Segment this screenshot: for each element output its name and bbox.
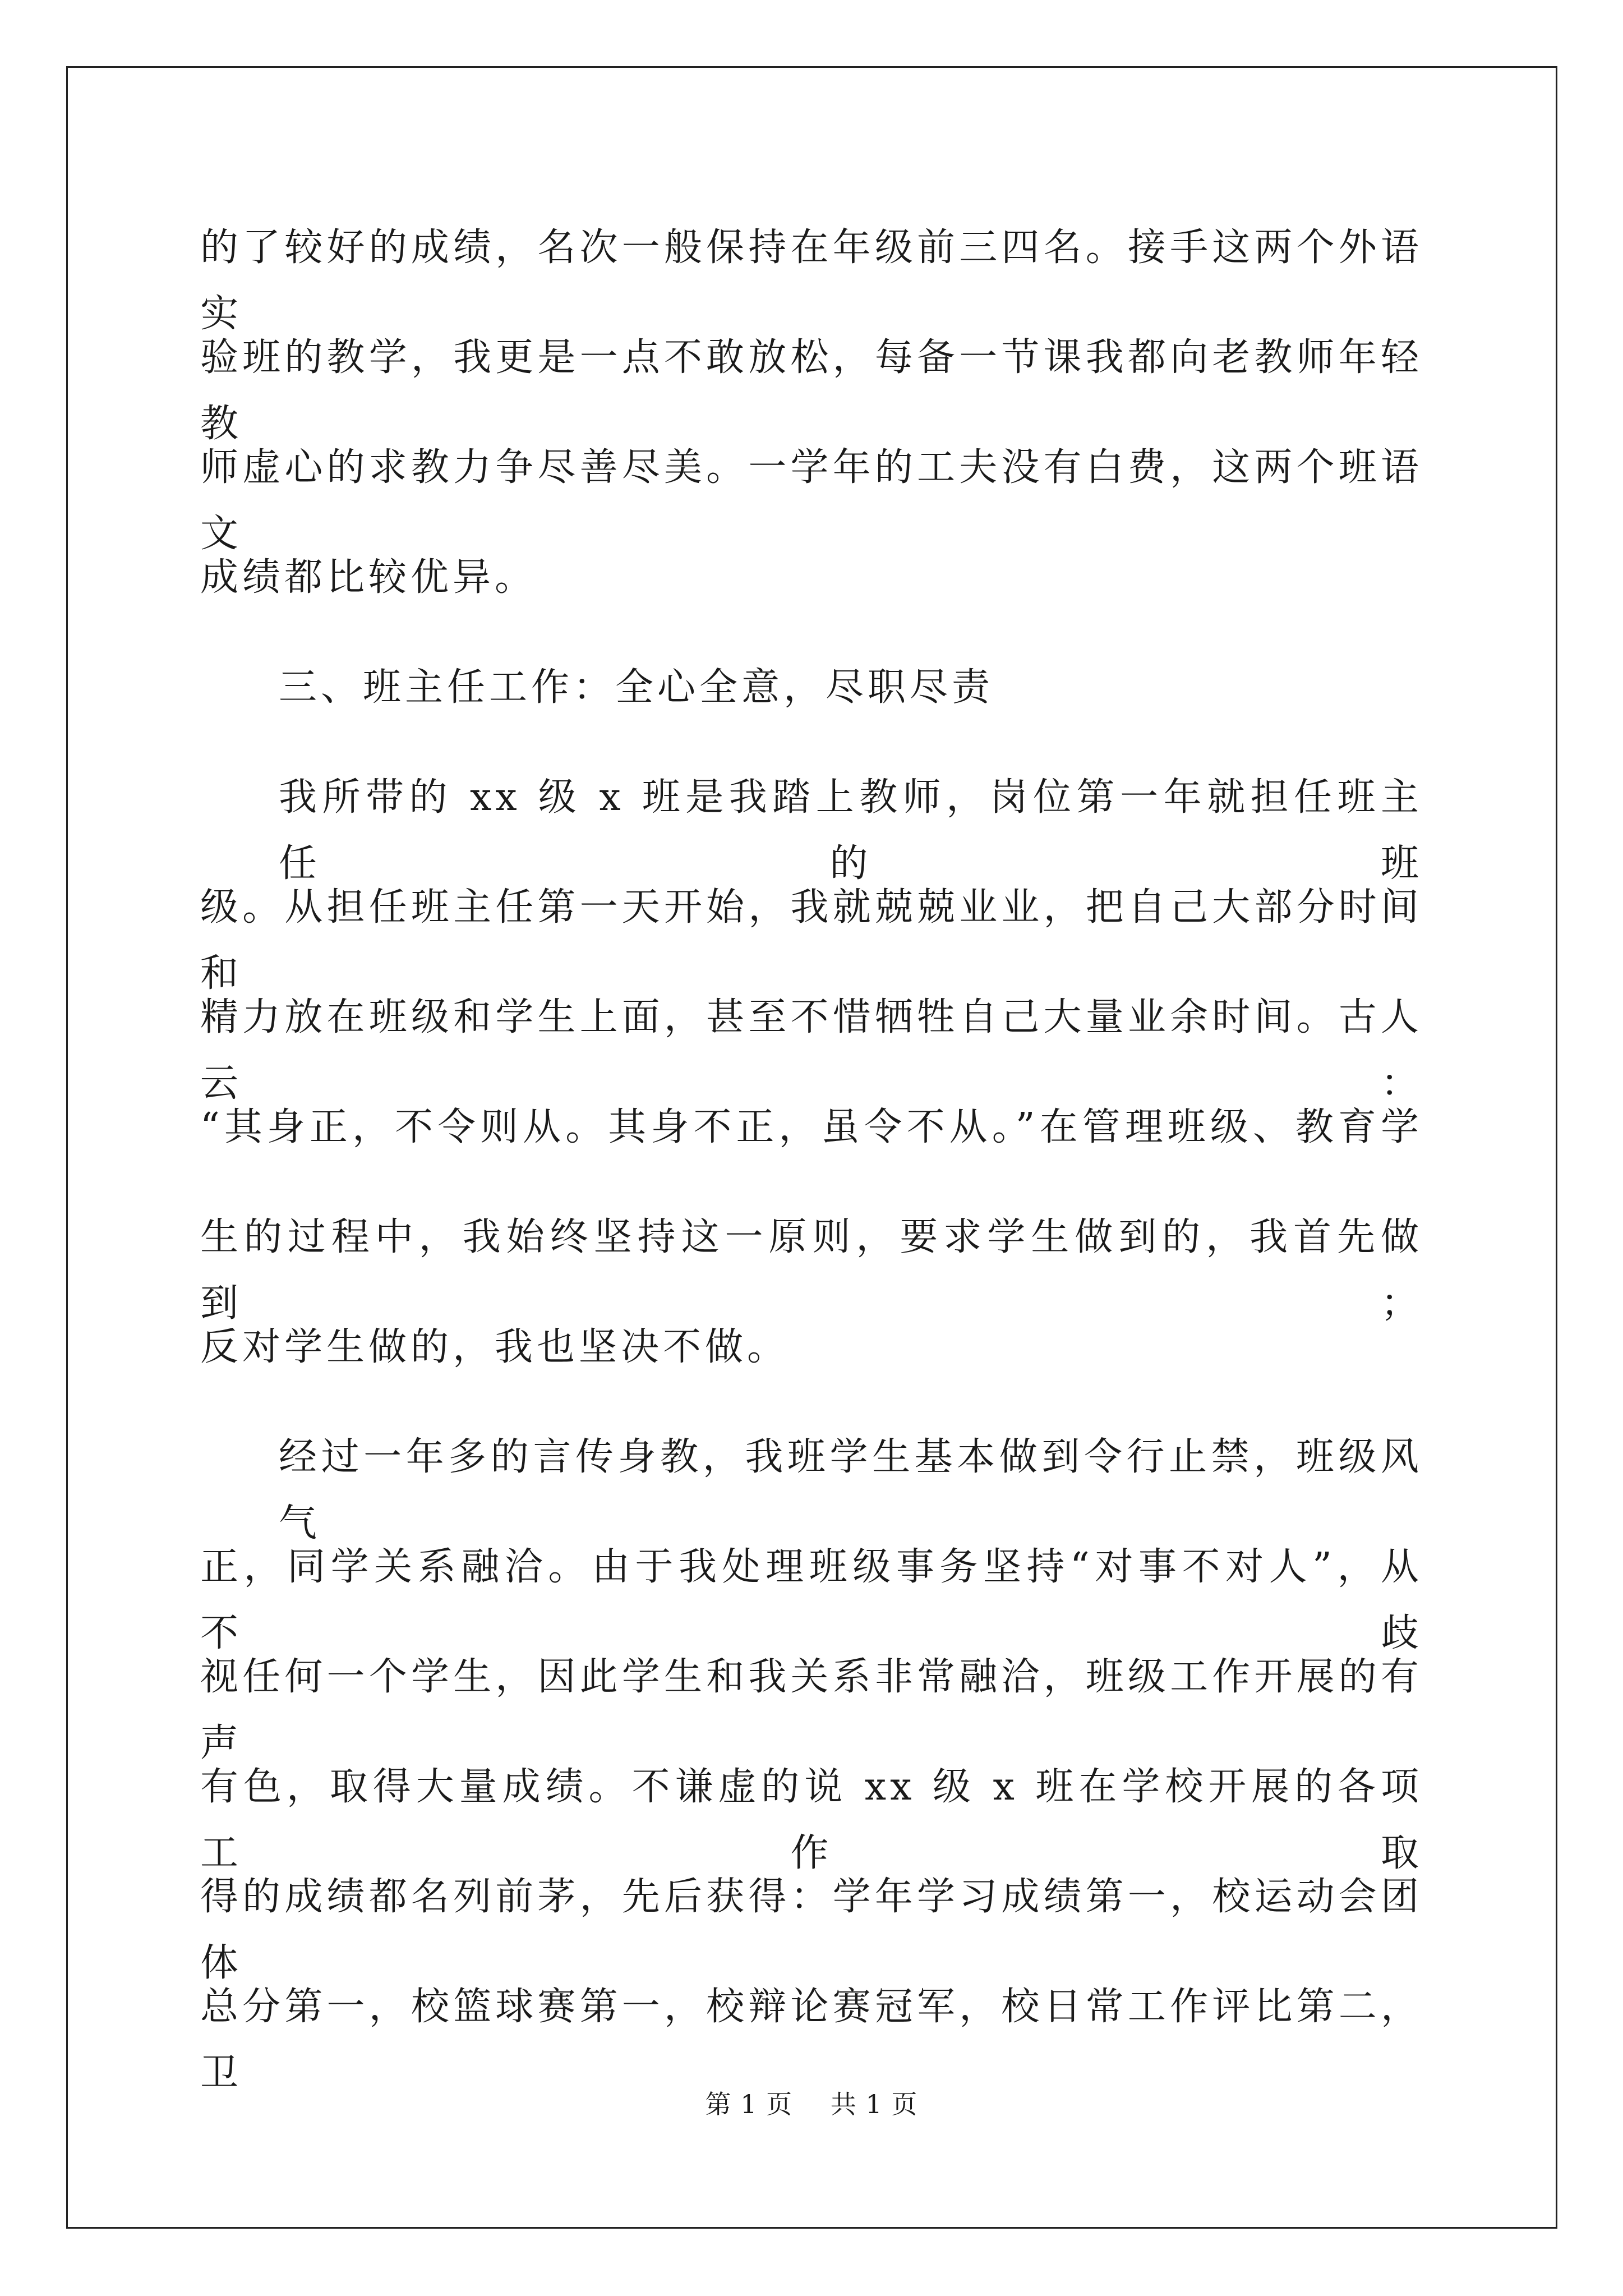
text-line: “其身正，不令则从。其身不正，虽令不从。”在管理班级、教育学 [200, 1105, 1423, 1149]
text-line: 经过一年多的言传身教，我班学生基本做到令行止禁，班级风气 [279, 1435, 1423, 1545]
text-line: 我所带的 xx 级 x 班是我踏上教师，岗位第一年就担任班主任的班 [279, 775, 1423, 886]
text-line: 反对学生做的，我也坚决不做。 [200, 1325, 790, 1369]
document-body [200, 215, 1423, 2095]
text-line: 成绩都比较优异。 [200, 555, 537, 600]
section-heading: 三、班主任工作：全心全意，尽职尽责 [279, 665, 994, 710]
text-line: 生的过程中，我始终坚持这一原则，要求学生做到的，我首先做到； [200, 1215, 1423, 1326]
text-line: 有色，取得大量成绩。不谦虚的说 xx 级 x 班在学校开展的各项工作取 [200, 1765, 1423, 1875]
text-line: 师虚心的求教力争尽善尽美。一学年的工夫没有白费，这两个班语文 [200, 445, 1423, 556]
text-line: 验班的教学，我更是一点不敢放松，每备一节课我都向老教师年轻教 [200, 335, 1423, 446]
page-total: 共 1 页 [830, 2089, 918, 2119]
page-number: 第 1 页 [705, 2089, 793, 2119]
text-line: 级。从担任班主任第一天开始，我就兢兢业业，把自己大部分时间和 [200, 885, 1423, 996]
text-line: 得的成绩都名列前茅，先后获得：学年学习成绩第一，校运动会团体 [200, 1875, 1423, 1985]
text-line: 总分第一，校篮球赛第一，校辩论赛冠军，校日常工作评比第二，卫 [200, 1985, 1423, 2095]
text-line: 的了较好的成绩，名次一般保持在年级前三四名。接手这两个外语实 [200, 226, 1423, 336]
page-footer [0, 2084, 1623, 2121]
text-line: 精力放在班级和学生上面，甚至不惜牺牲自己大量业余时间。古人云： [200, 995, 1423, 1106]
text-line: 正，同学关系融洽。由于我处理班级事务坚持“对事不对人”，从不歧 [200, 1545, 1423, 1655]
text-line: 视任何一个学生，因此学生和我关系非常融洽，班级工作开展的有声 [200, 1655, 1423, 1765]
